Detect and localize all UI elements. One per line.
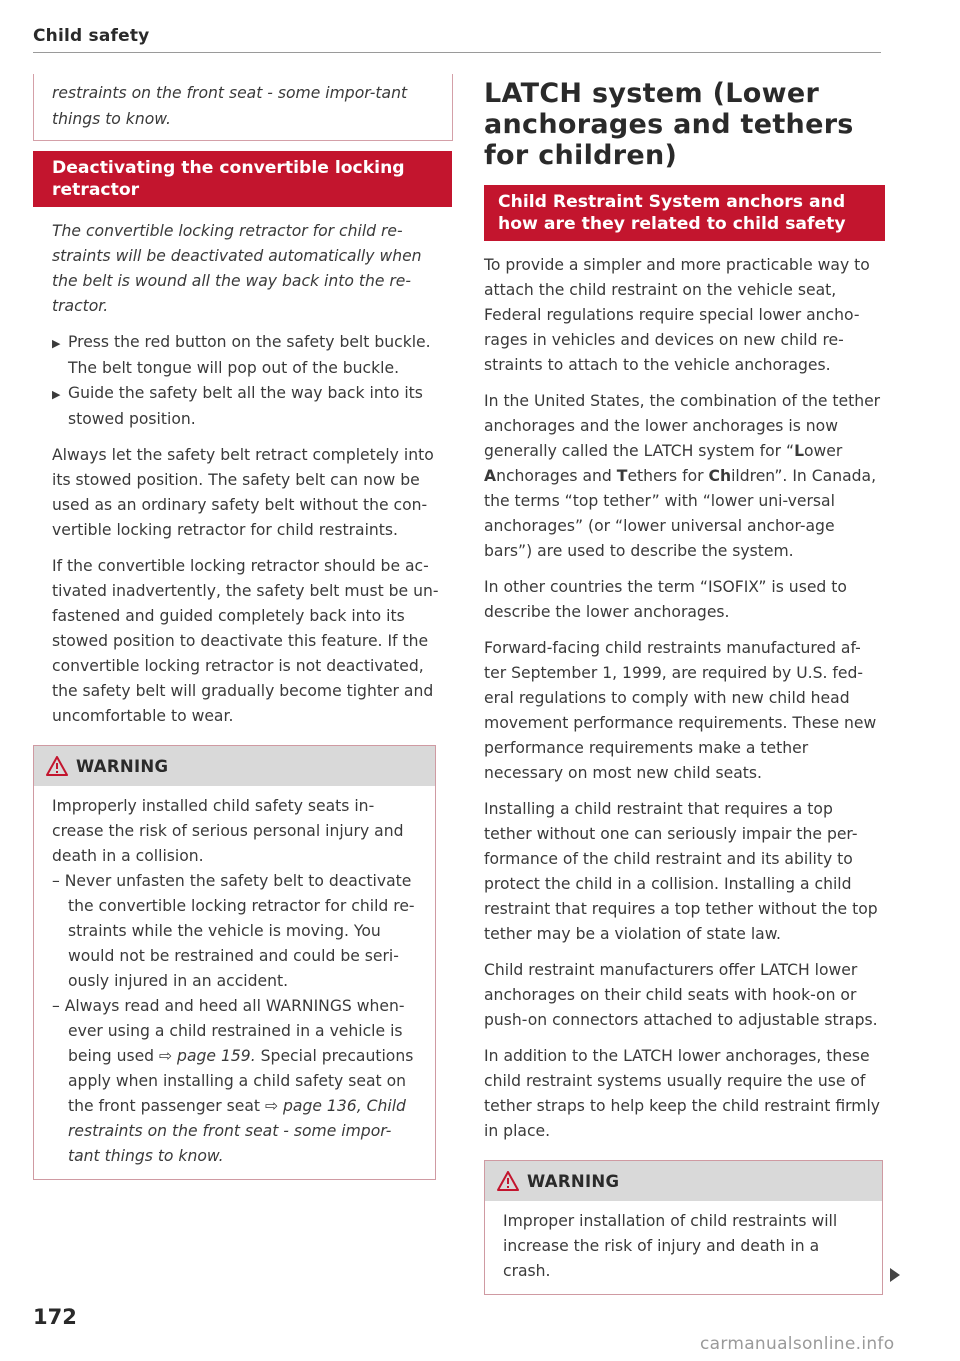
latch-letter: Ch [708, 467, 732, 485]
warning-text: Improperly installed child safety seats in-crease the risk of serious personal injury and death in a collision. [52, 797, 404, 865]
warning-item-text: Special precautions apply when installing a child safety seat on the front passenger seat [68, 1047, 414, 1115]
body-paragraph: Forward-facing child restraints manufactured af-ter September 1, 1999, are required by U.S. fed-eral regulations to comply with new child head movement performance requirements. These new performance requirements make a tether necessary on most new child seats. [484, 639, 877, 782]
intro-paragraph: The convertible locking retractor for child re-straints will be deactivated automatically when the belt is wound all the way back into the re-tractor. [52, 222, 422, 315]
warning-body [485, 1201, 882, 1294]
bullet-triangle-icon: ▶ [52, 388, 61, 401]
body-paragraph: Installing a child restraint that requires a top tether without one can seriously impair the per-formance of the child restraint and its ability to protect the child in a collision. Installing a child restraint that requires a top tether without the top tether may be a violation of state law. [484, 800, 878, 943]
body-paragraph: In other countries the term “ISOFIX” is used to describe the lower anchorages. [484, 578, 847, 621]
body-text: In the United States, the combination of the tether anchorages and the lower anchorages is now generally called the LATCH system for “ [484, 392, 881, 460]
continued-warning-text: restraints on the front seat - some impor-tant things to know. [33, 74, 453, 141]
body-paragraph: If the convertible locking retractor should be ac-tivated inadvertently, the safety belt must be un-fastened and guided completely back into its stowed position to deactivate this feature. If the convertible locking retractor is not deactivated, the safety belt will gradually become tighter and uncomfortable to wear. [52, 557, 439, 725]
warning-triangle-icon [497, 1171, 519, 1191]
body-text: ower [804, 442, 843, 460]
body-text: ethers for [627, 467, 709, 485]
body-paragraph: Always let the safety belt retract completely into its stowed position. The safety belt can now be used as an ordinary safety belt without the con-vertible locking retractor for child restraints. [52, 446, 434, 539]
bullet-triangle-icon: ▶ [52, 337, 61, 350]
page-reference-link[interactable]: ⇨ page 136, Child restraints on the front seat - some impor-tant things to know. [68, 1097, 406, 1165]
warning-header [485, 1161, 882, 1201]
warning-label: WARNING [527, 1171, 620, 1191]
step-text: Guide the safety belt all the way back into its stowed position. [68, 384, 423, 428]
warning-body [34, 786, 435, 1179]
body-text: nchorages and [496, 467, 617, 485]
right-column [484, 74, 882, 1295]
warning-box [33, 745, 436, 1180]
body-text: ildren”. [731, 467, 788, 485]
warning-item: – Always read and heed all WARNINGS when-ever using a child restrained in a vehicle is being used ⇨ page 159. Special precautions apply when installing a child safety seat on the front passenger seat ⇨ page 136, Child restraints on the front seat - some impor-tant things to know. [52, 997, 414, 1165]
arrow-right-icon[interactable] [890, 1268, 900, 1282]
chapter-title: LATCH system (Lower anchorages and tethers for children) [484, 78, 854, 171]
warning-triangle-icon [46, 756, 68, 776]
section-title: Child safety [33, 26, 150, 46]
warning-text: Improper installation of child restraints will increase the risk of injury and death in a crash. [503, 1212, 838, 1280]
watermark: carmanualsonline.info [700, 1334, 895, 1354]
section-heading-anchors: Child Restraint System anchors and how are they related to child safety [484, 185, 885, 241]
body-paragraph: To provide a simpler and more practicable way to attach the child restraint on the vehicle seat, Federal regulations require special lower ancho-rages in vehicles and devices on new child re-straints to attach to the vehicle anchorages. [484, 256, 870, 374]
latch-letter: L [794, 442, 805, 460]
warning-label: WARNING [76, 756, 169, 776]
body-text: In Canada, the terms “top tether” with “lower uni-versal anchorages” (or “lower universal anchor-age bars”) are used to describe the system. [484, 467, 877, 560]
latch-letter: A [484, 467, 497, 485]
warning-box [484, 1160, 883, 1295]
step-item [52, 381, 452, 432]
step-item [52, 330, 452, 381]
left-column [52, 74, 452, 1180]
header-divider [33, 52, 881, 53]
warning-item: – Never unfasten the safety belt to deactivate the convertible locking retractor for child re-straints while the vehicle is moving. You would not be restrained and could be seri-ously injured in an accident. [52, 872, 415, 990]
body-paragraph: Child restraint manufacturers offer LATCH lower anchorages on their child seats with hook-on or push-on connectors attached to adjustable straps. [484, 961, 878, 1029]
page-reference-link[interactable]: ⇨ page 159. [159, 1047, 256, 1065]
warning-header [34, 746, 435, 786]
body-paragraph: In addition to the LATCH lower anchorages, these child restraint systems usually require the use of tether straps to help keep the child restraint firmly in place. [484, 1047, 881, 1140]
body-paragraph [484, 389, 882, 564]
step-text: Press the red button on the safety belt buckle. The belt tongue will pop out of the buckle. [68, 333, 431, 377]
warning-item-text: Always read and heed all WARNINGS when-ever using a child restrained in a vehicle is being used [64, 997, 405, 1065]
page-number: 172 [33, 1305, 77, 1329]
section-heading-deactivating: Deactivating the convertible locking retractor [33, 151, 452, 207]
latch-letter: T [616, 467, 628, 485]
warning-item-text: Never unfasten the safety belt to deactivate the convertible locking retractor for child re-straints while the vehicle is moving. You would not be restrained and could be seri-ously injured in an accident. [64, 872, 415, 990]
